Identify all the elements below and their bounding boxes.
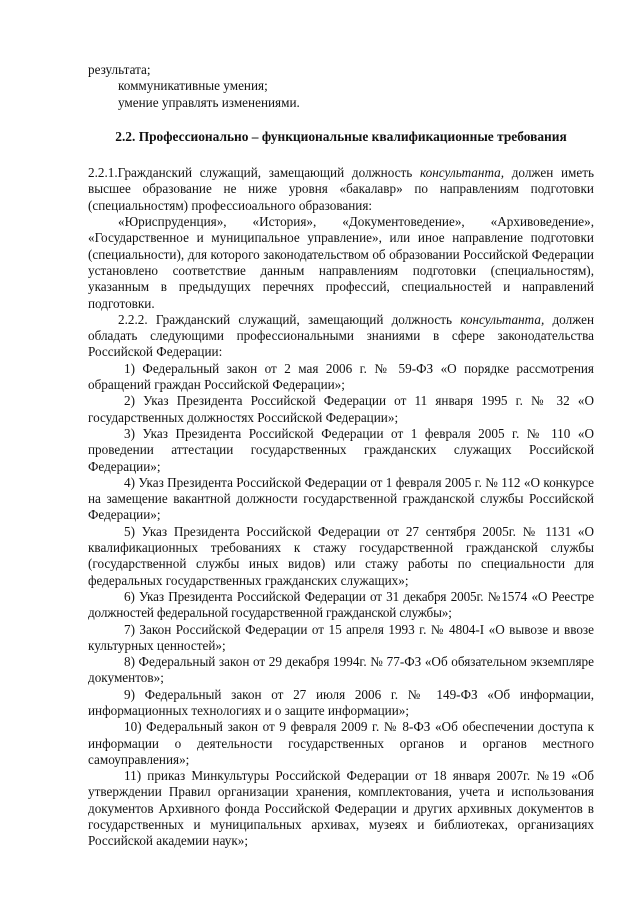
section-heading: 2.2. Профессионально – функциональные квалификационные требования bbox=[115, 128, 567, 144]
document-body bbox=[88, 62, 594, 850]
list-item: 3) Указ Президента Российской Федерации от 1 февраля 2005 г. № 110 «О проведении аттестации государственных гражданских служащих Российской Федерации»; bbox=[88, 425, 594, 474]
text-line: умение управлять изменениями. bbox=[118, 94, 300, 110]
list-item: 9) Федеральный закон от 27 июля 2006 г. № 149-ФЗ «Об информации, информационных технологиях и о защите информации»; bbox=[88, 686, 594, 718]
paragraph-emphasis: консультанта, bbox=[460, 311, 545, 327]
list-item: 11) приказ Минкультуры Российской Федерации от 18 января 2007г. №19 «Об утверждении Правил организации хранения, комплектования, учета и использования документов Архивного фонда Российской Федерации и других архивных документов в государственных и муниципальных архивах, музеях и библиотеках, организациях Российской академии наук»; bbox=[88, 768, 594, 849]
list-item: 8) Федеральный закон от 29 декабря 1994г. № 77-ФЗ «Об обязательном экземпляре документов»; bbox=[88, 654, 594, 686]
paragraph-2-2-1 bbox=[88, 165, 594, 214]
list-item: 4) Указ Президента Российской Федерации от 1 февраля 2005 г. № 112 «О конкурсе на замещение вакантной должности государственной гражданской службы Российской Федерации»; bbox=[88, 474, 594, 523]
paragraph-text: 2.2.1.Гражданский служащий, замещающий должность bbox=[88, 165, 420, 181]
paragraph-2-2-2 bbox=[88, 312, 594, 361]
paragraph-emphasis: консультанта, bbox=[419, 165, 505, 181]
paragraph-text: должен иметь высшее образование не ниже уровня «бакалавр» по направлениям подготовки (специальностям) профессиоального образования: bbox=[88, 165, 594, 213]
list-item: 7) Закон Российской Федерации от 15 апреля 1993 г. № 4804-I «О вывозе и ввозе культурных ценностей»; bbox=[88, 621, 594, 653]
list-item: 10) Федеральный закон от 9 февраля 2009 г. № 8-ФЗ «Об обеспечении доступа к информации о деятельности государственных органов и органов местного самоуправления»; bbox=[88, 719, 594, 767]
list-item: 1) Федеральный закон от 2 мая 2006 г. № 59-ФЗ «О порядке рассмотрения обращений граждан Российской Федерации»; bbox=[88, 360, 594, 393]
text-line: результата; bbox=[88, 62, 151, 77]
list-item: 5) Указ Президента Российской Федерации от 27 сентября 2005г. № 1131 «О квалификационных требованиях к стажу государственной гражданской службы (государственной службы иных видов) или стажу работы по специальности для федеральных государственных гражданских служащих»; bbox=[88, 523, 594, 588]
paragraph-text: 2.2.2. Гражданский служащий, замещающий должность bbox=[118, 311, 461, 327]
text-line: коммуникативные умения; bbox=[118, 78, 268, 94]
paragraph-specialties: «Юриспруденция», «История», «Документоведение», «Архивоведение», «Государственное и муниципальное управление», или иное направление подготовки (специальности), для которого законодательством об образовании Российской Федерации установлено соответствие данным направлениям подготовки (специальностям), указанным в предыдущих перечнях профессий, специальностей и направлений подготовки. bbox=[88, 214, 594, 311]
list-item: 2) Указ Президента Российской Федерации от 11 января 1995 г. № 32 «О государственных должностях Российской Федерации»; bbox=[88, 393, 594, 425]
list-item: 6) Указ Президента Российской Федерации от 31 декабря 2005г. №1574 «О Реестре должностей федеральной государственной гражданской службы»; bbox=[88, 588, 594, 621]
paragraph-text: должен обладать следующими профессиональными знаниями в сфере законодательства Российской Федерации: bbox=[88, 311, 595, 360]
